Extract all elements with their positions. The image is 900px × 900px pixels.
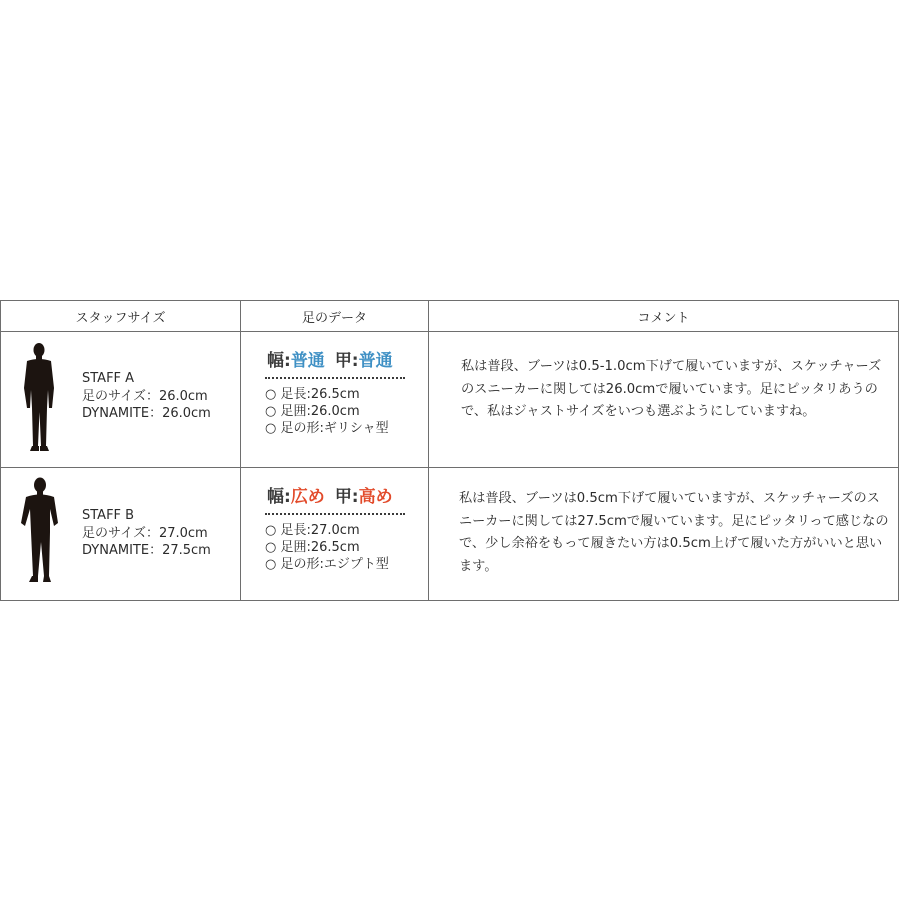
- staff-b-info: [82, 507, 211, 560]
- foot-girth: ○ 足囲:26.5cm: [265, 539, 389, 556]
- table-row-staff-b: [1, 468, 899, 601]
- staff-a-cell: [1, 332, 241, 468]
- staff-b-comment: 私は普段、ブーツは0.5cm下げて履いていますが、スケッチャーズのスニーカーに関しては27.5cmで履いています。足にピッタリって感じなので、少し余裕をもって履きたい方は0.5cm上げて履いた方がいいと思います。: [459, 491, 889, 574]
- dynamite-size: DYNAMITE：26.0cm: [82, 406, 211, 421]
- staff-a-comment-cell: [429, 332, 899, 468]
- instep-value: 普通: [358, 351, 393, 371]
- staff-b-cell: [1, 468, 241, 601]
- staff-a-foot-data: [241, 332, 429, 468]
- staff-size-table: [0, 300, 899, 601]
- fit-summary: [267, 349, 393, 373]
- staff-a-comment: 私は普段、ブーツは0.5-1.0cm下げて履いていますが、スケッチャーズのスニーカーに関しては26.0cmで履いています。足にピッタリあうので、私はジャストサイズをいつも選ぶようにしていますね。: [461, 359, 882, 419]
- header-comment: コメント: [429, 301, 899, 332]
- width-label: 幅:: [267, 351, 291, 371]
- fit-summary: [267, 485, 393, 509]
- staff-name: STAFF A: [82, 371, 135, 386]
- header-foot-data: 足のデータ: [241, 301, 429, 332]
- foot-shape: ○ 足の形:エジプト型: [265, 556, 389, 573]
- staff-b-foot-data: [241, 468, 429, 601]
- foot-size: 足のサイズ：27.0cm: [82, 525, 208, 541]
- instep-value: 高め: [358, 487, 393, 507]
- person-silhouette-icon: [19, 342, 59, 454]
- staff-a-info: [82, 370, 211, 423]
- person-silhouette-icon: [19, 476, 59, 588]
- foot-measurements: [265, 386, 389, 437]
- header-staff-size: スタッフサイズ: [1, 301, 241, 332]
- dotted-divider: [265, 513, 405, 515]
- width-label: 幅:: [267, 487, 291, 507]
- dynamite-size: DYNAMITE：27.5cm: [82, 543, 211, 558]
- dotted-divider: [265, 377, 405, 379]
- staff-b-comment-cell: [429, 468, 899, 601]
- width-value: 普通: [290, 351, 325, 371]
- foot-length: ○ 足長:27.0cm: [265, 522, 389, 539]
- staff-name: STAFF B: [82, 508, 135, 523]
- instep-label: 甲:: [334, 487, 359, 507]
- foot-length: ○ 足長:26.5cm: [265, 386, 389, 403]
- width-value: 広め: [290, 487, 325, 507]
- table-row-staff-a: [1, 332, 899, 468]
- foot-measurements: [265, 522, 389, 573]
- table-header-row: [1, 301, 899, 332]
- foot-size: 足のサイズ：26.0cm: [82, 388, 208, 404]
- instep-label: 甲:: [334, 351, 359, 371]
- foot-shape: ○ 足の形:ギリシャ型: [265, 420, 389, 437]
- foot-girth: ○ 足囲:26.0cm: [265, 403, 389, 420]
